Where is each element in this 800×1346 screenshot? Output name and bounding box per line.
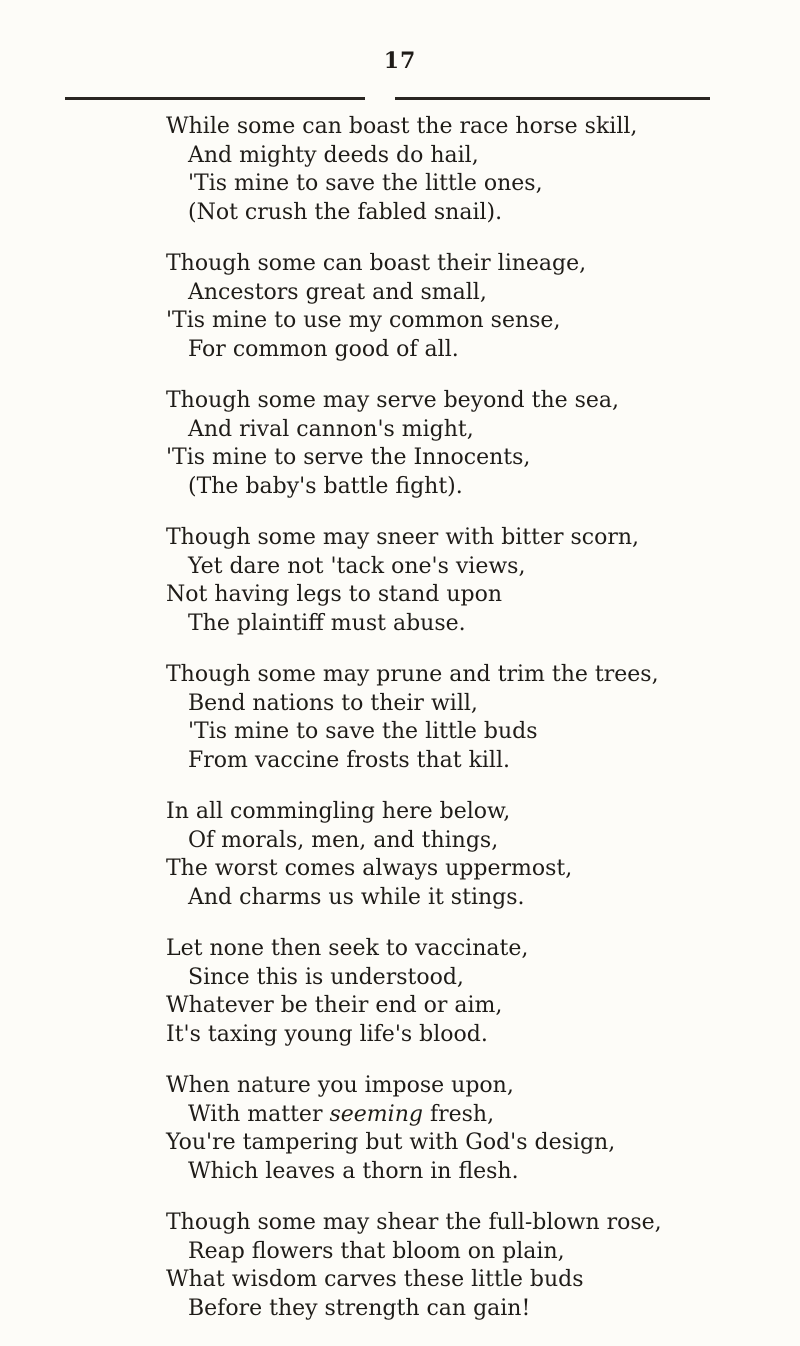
poem-line: Though some may prune and trim the trees, bbox=[166, 662, 659, 687]
poem-line: 'Tis mine to use my common sense, bbox=[166, 308, 561, 333]
poem-line bbox=[166, 1101, 766, 1130]
poem-line: 'Tis mine to serve the Innocents, bbox=[166, 445, 531, 470]
poem-line: The worst comes always uppermost, bbox=[166, 856, 573, 881]
header-rule bbox=[65, 97, 710, 100]
stanza-7 bbox=[166, 935, 766, 1049]
poem-line: Let none then seek to vaccinate, bbox=[166, 936, 529, 961]
poem-line: Though some may shear the full-blown rose, bbox=[166, 1210, 662, 1235]
line-text: fresh, bbox=[429, 1101, 495, 1127]
poem-line: (Not crush the fabled snail). bbox=[188, 199, 503, 225]
poem-line: When nature you impose upon, bbox=[166, 1073, 514, 1098]
page-number: 17 bbox=[383, 48, 417, 74]
poem-line: Of morals, men, and things, bbox=[188, 827, 499, 853]
poem-line: And mighty deeds do hail, bbox=[188, 142, 479, 168]
poem-line: Before they strength can gain! bbox=[188, 1295, 531, 1321]
stanza-6 bbox=[166, 798, 766, 912]
poem-line: From vaccine frosts that kill. bbox=[188, 747, 510, 773]
poem-line: Though some may serve beyond the sea, bbox=[166, 388, 620, 413]
poem-line: In all commingling here below, bbox=[166, 799, 511, 824]
poem-line: Though some may sneer with bitter scorn, bbox=[166, 525, 640, 550]
stanza-5 bbox=[166, 661, 766, 775]
poem-line: You're tampering but with God's design, bbox=[166, 1130, 616, 1155]
stanza-9 bbox=[166, 1209, 766, 1323]
poem-line: Reap flowers that bloom on plain, bbox=[188, 1238, 565, 1264]
italic-word: seeming bbox=[329, 1101, 423, 1127]
poem-line: And charms us while it stings. bbox=[188, 884, 525, 910]
stanza-8 bbox=[166, 1072, 766, 1186]
poem bbox=[166, 113, 766, 1346]
poem-line: Which leaves a thorn in flesh. bbox=[188, 1158, 519, 1184]
stanza-2 bbox=[166, 250, 766, 364]
poem-line: (The baby's battle fight). bbox=[188, 473, 463, 499]
stanza-3 bbox=[166, 387, 766, 501]
poem-line: Ancestors great and small, bbox=[188, 279, 487, 305]
poem-line: While some can boast the race horse skill, bbox=[166, 114, 638, 139]
poem-line: Not having legs to stand upon bbox=[166, 582, 502, 607]
poem-line: Since this is understood, bbox=[188, 964, 464, 990]
stanza-4 bbox=[166, 524, 766, 638]
poem-line: Yet dare not 'tack one's views, bbox=[188, 553, 526, 579]
stanza-1 bbox=[166, 113, 766, 227]
poem-line: The plaintiff must abuse. bbox=[188, 610, 466, 636]
poem-line: It's taxing young life's blood. bbox=[166, 1021, 488, 1047]
poem-line: 'Tis mine to save the little ones, bbox=[188, 171, 543, 196]
poem-line: 'Tis mine to save the little buds bbox=[188, 719, 538, 744]
poem-line: And rival cannon's might, bbox=[188, 416, 474, 442]
line-text: With matter bbox=[188, 1101, 323, 1127]
poem-line: For common good of all. bbox=[188, 336, 459, 362]
poem-line: Whatever be their end or aim, bbox=[166, 993, 503, 1018]
poem-line: What wisdom carves these little buds bbox=[166, 1267, 584, 1292]
poem-line: Though some can boast their lineage, bbox=[166, 251, 587, 276]
poem-line: Bend nations to their will, bbox=[188, 690, 478, 716]
